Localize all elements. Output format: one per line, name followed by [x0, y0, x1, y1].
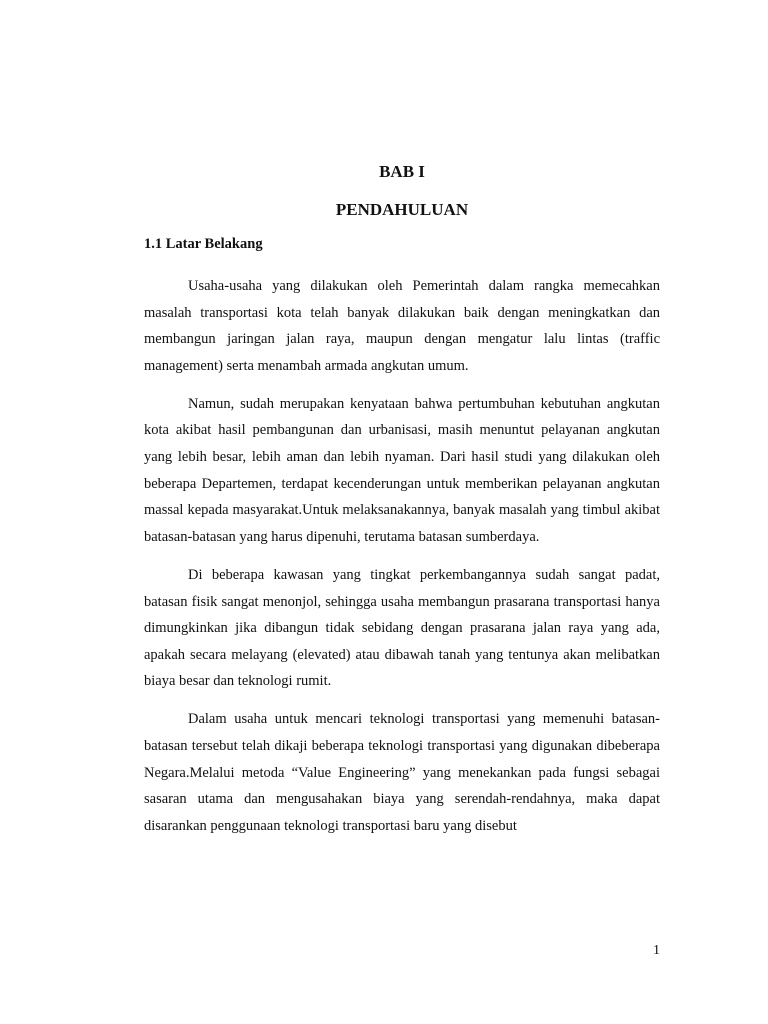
chapter-title: PENDAHULUAN: [335, 200, 469, 219]
paragraph-4: Dalam usaha untuk mencari teknologi transportasi yang memenuhi batasan-batasan tersebut telah dikaji beberapa teknologi transportasi yang digunakan dibeberapa Negara.Melalui metoda “Value Engineering” yang menekankan pada fungsi sebagai sasaran utama dan mengusahakan biaya yang serendah-rendahnya, maka dapat disarankan penggunaan teknologi transportasi baru yang disebut: [144, 711, 660, 834]
chapter-number: BAB I: [379, 162, 425, 181]
paragraph-1: Usaha-usaha yang dilakukan oleh Pemerintah dalam rangka memecahkan masalah transportasi kota telah banyak dilakukan baik dengan meningkatkan dan membangun jaringan jalan raya, maupun dengan mengatur lalu lintas (traffic management) serta menambah armada angkutan umum.: [144, 278, 660, 374]
paragraph-2: Namun, sudah merupakan kenyataan bahwa pertumbuhan kebutuhan angkutan kota akibat hasil pembangunan dan urbanisasi, masih menuntut pelayanan angkutan yang lebih besar, lebih aman dan lebih nyaman. Dari hasil studi yang dilakukan oleh beberapa Departemen, terdapat kecenderungan untuk memberikan pelayanan angkutan massal kepada masyarakat.Untuk melaksanakannya, banyak masalah yang timbul akibat batasan-batasan yang harus dipenuhi, terutama batasan sumberdaya.: [144, 395, 660, 545]
paragraph-3: Di beberapa kawasan yang tingkat perkembangannya sudah sangat padat, batasan fisik sangat menonjol, sehingga usaha membangun prasarana transportasi hanya dimungkinkan jika dibangun tidak sebidang dengan prasarana jalan raya yang ada, apakah secara melayang (elevated) atau dibawah tanah yang tentunya akan melibatkan biaya besar dan teknologi rumit.: [144, 566, 660, 690]
section-heading: 1.1 Latar Belakang: [144, 236, 263, 252]
page-number: 1: [653, 943, 660, 958]
body-text: [144, 273, 660, 851]
